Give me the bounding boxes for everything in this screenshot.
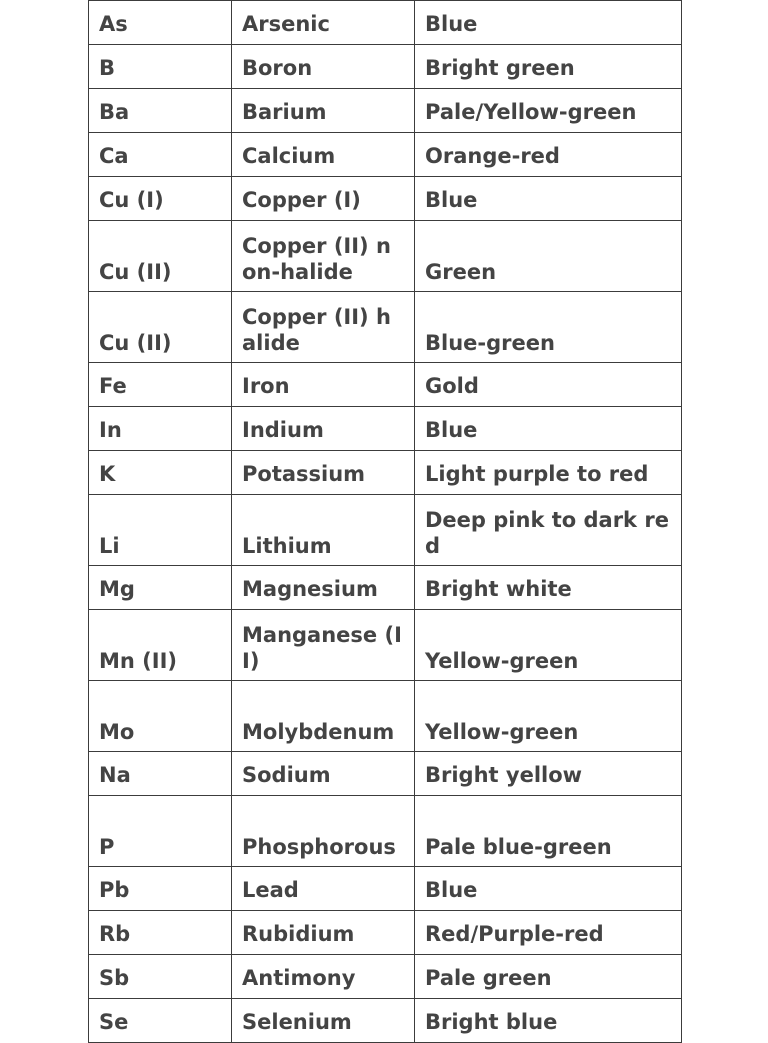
symbol-cell: Li bbox=[89, 495, 232, 566]
flame-color-cell: Pale blue-green bbox=[415, 796, 682, 867]
table-row bbox=[89, 796, 682, 867]
element-name-cell: Sodium bbox=[232, 752, 415, 796]
symbol-cell: Fe bbox=[89, 363, 232, 407]
symbol-cell: Mo bbox=[89, 681, 232, 752]
symbol-cell: Se bbox=[89, 999, 232, 1043]
symbol-cell: Cu (I) bbox=[89, 177, 232, 221]
symbol-cell: Rb bbox=[89, 911, 232, 955]
flame-color-cell: Deep pink to dark red bbox=[415, 495, 682, 566]
table-row bbox=[89, 999, 682, 1043]
flame-color-cell: Blue bbox=[415, 1, 682, 45]
table-row bbox=[89, 911, 682, 955]
flame-color-cell: Gold bbox=[415, 363, 682, 407]
table-row bbox=[89, 1, 682, 45]
symbol-cell: In bbox=[89, 407, 232, 451]
symbol-cell: Mg bbox=[89, 566, 232, 610]
table-row bbox=[89, 292, 682, 363]
table-row bbox=[89, 610, 682, 681]
element-name-cell: Iron bbox=[232, 363, 415, 407]
symbol-cell: Ca bbox=[89, 133, 232, 177]
element-name-cell: Copper (II) halide bbox=[232, 292, 415, 363]
element-name-cell: Magnesium bbox=[232, 566, 415, 610]
flame-color-cell: Light purple to red bbox=[415, 451, 682, 495]
table-row bbox=[89, 363, 682, 407]
symbol-cell: Na bbox=[89, 752, 232, 796]
element-name-cell: Phosphorous bbox=[232, 796, 415, 867]
flame-color-cell: Bright white bbox=[415, 566, 682, 610]
element-name-cell: Arsenic bbox=[232, 1, 415, 45]
table-row bbox=[89, 681, 682, 752]
table-row bbox=[89, 221, 682, 292]
flame-color-cell: Yellow-green bbox=[415, 610, 682, 681]
flame-color-cell: Orange-red bbox=[415, 133, 682, 177]
table-row bbox=[89, 177, 682, 221]
symbol-cell: Sb bbox=[89, 955, 232, 999]
table-row bbox=[89, 133, 682, 177]
element-name-cell: Selenium bbox=[232, 999, 415, 1043]
element-name-cell: Molybdenum bbox=[232, 681, 415, 752]
symbol-cell: As bbox=[89, 1, 232, 45]
flame-color-cell: Blue-green bbox=[415, 292, 682, 363]
flame-color-cell: Blue bbox=[415, 177, 682, 221]
element-name-cell: Boron bbox=[232, 45, 415, 89]
table-row bbox=[89, 45, 682, 89]
flame-color-cell: Green bbox=[415, 221, 682, 292]
element-name-cell: Copper (I) bbox=[232, 177, 415, 221]
symbol-cell: Ba bbox=[89, 89, 232, 133]
table-row bbox=[89, 955, 682, 999]
element-name-cell: Calcium bbox=[232, 133, 415, 177]
symbol-cell: Cu (II) bbox=[89, 221, 232, 292]
flame-color-cell: Blue bbox=[415, 407, 682, 451]
element-name-cell: Manganese (II) bbox=[232, 610, 415, 681]
flame-color-cell: Bright yellow bbox=[415, 752, 682, 796]
table-body bbox=[89, 1, 682, 1043]
table-row bbox=[89, 867, 682, 911]
symbol-cell: K bbox=[89, 451, 232, 495]
symbol-cell: B bbox=[89, 45, 232, 89]
flame-test-table bbox=[88, 0, 682, 1043]
symbol-cell: P bbox=[89, 796, 232, 867]
flame-color-cell: Pale green bbox=[415, 955, 682, 999]
element-name-cell: Rubidium bbox=[232, 911, 415, 955]
table-row bbox=[89, 451, 682, 495]
flame-color-cell: Bright green bbox=[415, 45, 682, 89]
flame-color-cell: Pale/Yellow-green bbox=[415, 89, 682, 133]
element-name-cell: Lithium bbox=[232, 495, 415, 566]
element-name-cell: Antimony bbox=[232, 955, 415, 999]
symbol-cell: Pb bbox=[89, 867, 232, 911]
element-name-cell: Lead bbox=[232, 867, 415, 911]
flame-color-cell: Red/Purple-red bbox=[415, 911, 682, 955]
element-name-cell: Indium bbox=[232, 407, 415, 451]
table-row bbox=[89, 407, 682, 451]
element-name-cell: Potassium bbox=[232, 451, 415, 495]
flame-color-cell: Bright blue bbox=[415, 999, 682, 1043]
table-row bbox=[89, 566, 682, 610]
element-name-cell: Barium bbox=[232, 89, 415, 133]
flame-color-cell: Blue bbox=[415, 867, 682, 911]
flame-color-cell: Yellow-green bbox=[415, 681, 682, 752]
table-row bbox=[89, 752, 682, 796]
symbol-cell: Cu (II) bbox=[89, 292, 232, 363]
table-row bbox=[89, 495, 682, 566]
element-name-cell: Copper (II) non-halide bbox=[232, 221, 415, 292]
symbol-cell: Mn (II) bbox=[89, 610, 232, 681]
table-row bbox=[89, 89, 682, 133]
